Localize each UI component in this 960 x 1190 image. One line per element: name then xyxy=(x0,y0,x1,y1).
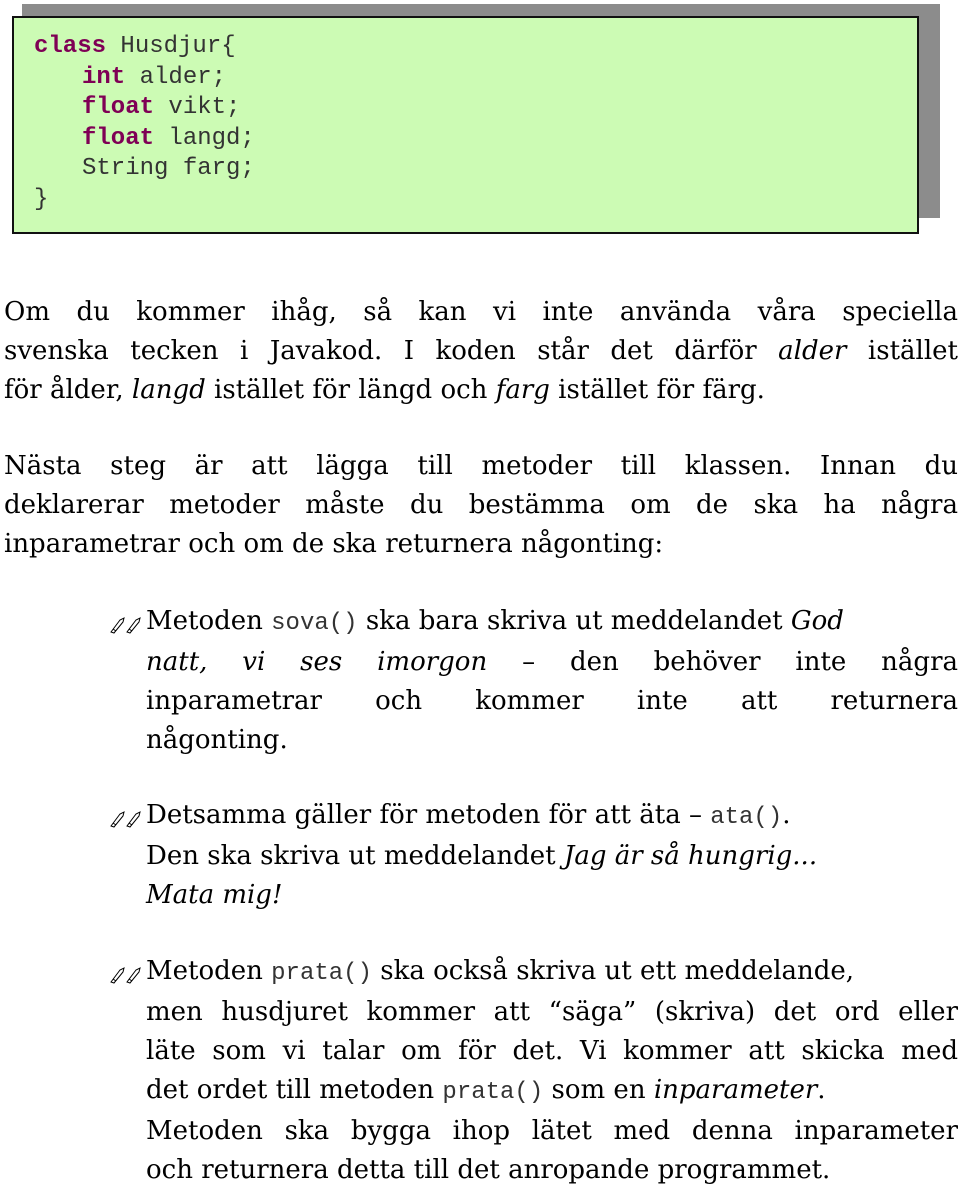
code-keyword: float xyxy=(82,124,155,152)
text-line: inparametrar och kommer inte att returnera xyxy=(146,686,958,716)
code-line xyxy=(34,63,917,94)
text-line: för ålder, langd istället för längd och farg istället för färg. xyxy=(4,375,765,405)
text-line: någonting. xyxy=(146,725,288,755)
text-line: Den ska skriva ut meddelandet Jag är så hungrig... xyxy=(146,841,818,871)
text-line: Detsamma gäller för metoden för att äta – ata(). xyxy=(146,800,791,831)
text-line: Mata mig! xyxy=(146,880,283,910)
bullet-item-1 xyxy=(146,602,958,760)
text-line: Metoden prata() ska också skriva ut ett meddelande, xyxy=(146,956,855,987)
text-line: Metoden ska bygga ihop lätet med denna inparameter xyxy=(146,1116,958,1146)
code-line xyxy=(34,185,917,216)
writing-hand-icon xyxy=(110,616,146,634)
text-line: deklarerar metoder måste du bestämma om de ska ha några xyxy=(4,490,958,520)
text-line: och returnera detta till det anropande programmet. xyxy=(146,1155,831,1185)
bullet-item-2 xyxy=(146,796,958,915)
code-text: alder; xyxy=(125,63,227,91)
text-line: Om du kommer ihåg, så kan vi inte använda våra speciella xyxy=(4,297,958,327)
code-line xyxy=(34,32,917,63)
text-line: det ordet till metoden prata() som en inparameter. xyxy=(146,1075,826,1106)
text-line: Nästa steg är att lägga till metoder till klassen. Innan du xyxy=(4,451,958,481)
code-text: Husdjur{ xyxy=(106,33,236,60)
paragraph-2 xyxy=(4,447,958,564)
code-text: } xyxy=(34,185,49,213)
code-keyword: int xyxy=(82,63,126,91)
code-box xyxy=(12,16,919,234)
text-line: Metoden sova() ska bara skriva ut meddelandet God xyxy=(146,606,844,637)
code-text: vikt; xyxy=(154,94,241,121)
text-line: inparametrar och om de ska returnera någonting: xyxy=(4,529,664,559)
writing-hand-icon xyxy=(110,810,146,828)
paragraph-1 xyxy=(4,293,958,410)
code-text: langd; xyxy=(154,124,255,152)
text-line: svenska tecken i Javakod. I koden står det därför alder istället xyxy=(4,336,958,366)
code-line xyxy=(34,124,917,155)
text-line: men husdjuret kommer att “säga” (skriva) det ord eller xyxy=(146,997,958,1027)
bullet-item-3 xyxy=(146,952,958,1190)
code-text: String farg; xyxy=(82,155,255,182)
writing-hand-icon xyxy=(110,966,146,984)
text-line: läte som vi talar om för det. Vi kommer att skicka med xyxy=(146,1036,958,1066)
code-keyword: float xyxy=(82,94,155,121)
code-line xyxy=(34,154,917,185)
code-keyword: class xyxy=(34,33,107,60)
text-line: natt, vi ses imorgon – den behöver inte några xyxy=(146,647,958,677)
code-line xyxy=(34,93,917,124)
